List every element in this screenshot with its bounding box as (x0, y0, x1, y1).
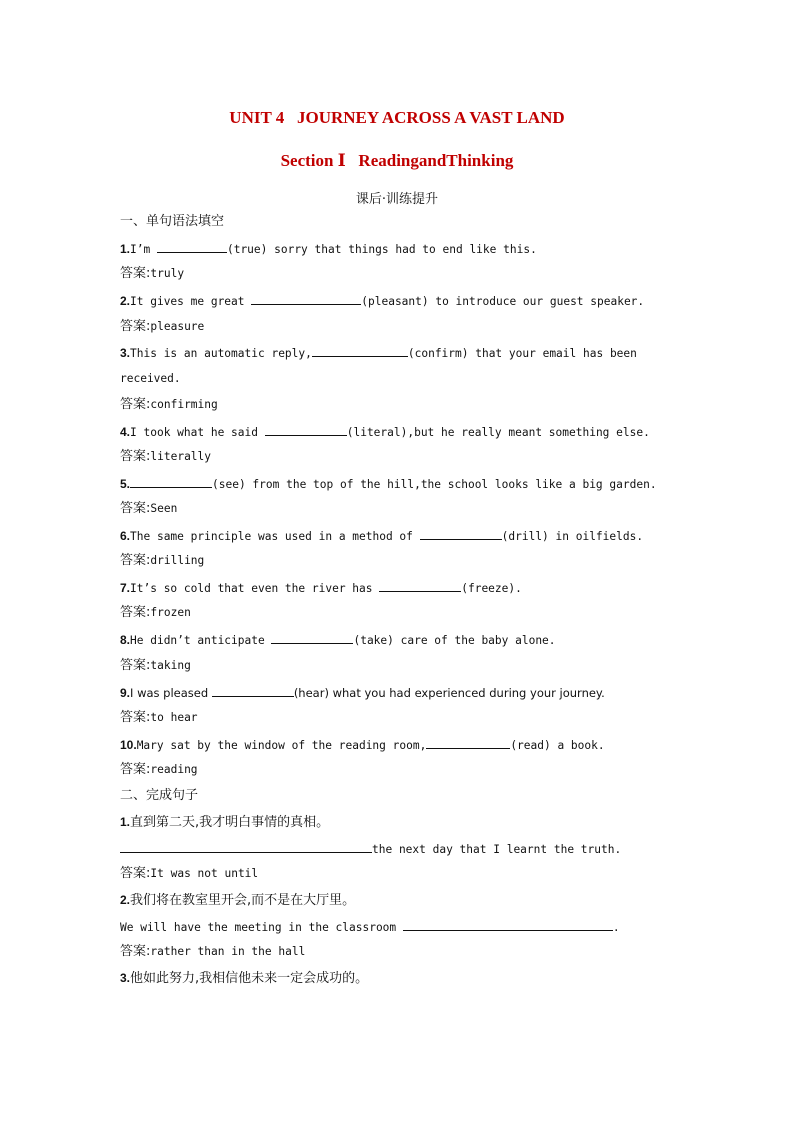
answer-text: reading (150, 763, 198, 776)
answer-text: to hear (150, 711, 198, 724)
answer-10 (120, 762, 660, 778)
answer-label: 答案: (120, 449, 151, 464)
question-5 (120, 476, 660, 493)
english-text-end: . (612, 921, 620, 934)
answer-blank (251, 293, 361, 305)
question-number: 8. (120, 633, 131, 647)
answer-label: 答案: (120, 658, 151, 673)
answer-label: 答案: (120, 762, 151, 777)
answer-blank (312, 345, 408, 357)
answer-blank (403, 919, 613, 931)
answer-blank (212, 685, 294, 697)
sentence-2-english (120, 919, 660, 936)
answer-text: confirming (150, 398, 218, 411)
question-text: I was pleased (130, 686, 212, 700)
question-text: It gives me great (130, 295, 252, 308)
answer-text: literally (150, 450, 212, 463)
answer-text: pleasure (150, 320, 205, 333)
question-text: I took what he said (130, 426, 265, 439)
answer-label: 答案: (120, 397, 151, 412)
question-text: Mary sat by the window of the reading room, (136, 739, 427, 752)
chinese-prompt: 他如此努力,我相信他未来一定会成功的。 (130, 971, 369, 986)
answer-blank (157, 241, 227, 253)
answer-blank (120, 841, 372, 853)
answer-text: drilling (150, 554, 205, 567)
answer-text: It was not until (150, 867, 259, 880)
question-text: This is an automatic reply, (130, 347, 312, 360)
answer-label: 答案: (120, 501, 151, 516)
question-number: 7. (120, 581, 131, 595)
answer-text: rather than in the hall (150, 945, 306, 958)
question-hint: (freeze). (461, 582, 522, 595)
question-hint: (hear) what you had experienced during your journey. (293, 686, 605, 700)
answer-blank (379, 580, 461, 592)
sentence-1-chinese (120, 814, 660, 831)
question-3 (120, 345, 660, 362)
answer-label: 答案: (120, 319, 151, 334)
answer-label: 答案: (120, 710, 151, 725)
question-number: 4. (120, 425, 131, 439)
question-hint: (confirm) that your email has been (407, 347, 637, 360)
chinese-prompt: 我们将在教室里开会,而不是在大厅里。 (130, 893, 356, 908)
part1-heading: 一、单句语法填空 (120, 214, 225, 229)
answer-2 (120, 319, 660, 335)
question-9 (120, 685, 660, 702)
answer-label: 答案: (120, 944, 151, 959)
chinese-prompt: 直到第二天,我才明白事情的真相。 (130, 815, 330, 830)
question-hint: (read) a book. (510, 739, 605, 752)
answer-label: 答案: (120, 605, 151, 620)
question-text: It’s so cold that even the river has (130, 582, 380, 595)
answer-9 (120, 710, 660, 726)
answer-4 (120, 449, 660, 465)
question-6 (120, 528, 660, 545)
unit-title: UNIT 4 JOURNEY ACROSS A VAST LAND (229, 108, 565, 127)
answer-blank (426, 737, 510, 749)
answer-5 (120, 501, 660, 517)
answer-blank (420, 528, 502, 540)
part2-heading: 二、完成句子 (120, 788, 199, 803)
sentence-1-english (120, 841, 660, 858)
sentence-1-answer (120, 866, 660, 882)
answer-blank (265, 424, 347, 436)
answer-label: 答案: (120, 266, 151, 281)
answer-3 (120, 397, 660, 413)
exercise-subtitle: 课后·训练提升 (355, 192, 439, 207)
question-text: He didn’t anticipate (130, 634, 272, 647)
question-number: 6. (120, 529, 131, 543)
answer-text: frozen (150, 606, 191, 619)
answer-label: 答案: (120, 553, 151, 568)
question-number: 3. (120, 346, 131, 360)
question-number: 5. (120, 477, 131, 491)
answer-blank (130, 476, 212, 488)
answer-text: Seen (150, 502, 178, 515)
question-number: 10. (120, 738, 137, 752)
sentence-2-answer (120, 944, 660, 960)
question-text: The same principle was used in a method of (130, 530, 420, 543)
answer-label: 答案: (120, 866, 151, 881)
question-10 (120, 737, 660, 754)
answer-text: truly (150, 267, 185, 280)
question-number: 3. (120, 971, 131, 985)
answer-7 (120, 605, 660, 621)
question-number: 9. (120, 686, 131, 700)
question-8 (120, 632, 660, 649)
question-2 (120, 293, 660, 310)
answer-blank (271, 632, 353, 644)
sentence-2-chinese (120, 892, 660, 909)
answer-1 (120, 266, 660, 282)
question-number: 2. (120, 294, 131, 308)
question-number: 1. (120, 242, 131, 256)
question-text: I’m (130, 243, 157, 256)
question-number: 2. (120, 893, 131, 907)
question-hint: (literal),but he really meant something else. (346, 426, 650, 439)
question-hint: (true) sorry that things had to end like this. (226, 243, 537, 256)
question-hint: (take) care of the baby alone. (353, 634, 556, 647)
sentence-3-chinese (120, 970, 660, 987)
question-number: 1. (120, 815, 131, 829)
section-title: Section Ⅰ ReadingandThinking (280, 151, 514, 170)
question-hint: (drill) in oilfields. (501, 530, 644, 543)
question-3-continuation: received. (120, 372, 181, 385)
answer-text: taking (150, 659, 191, 672)
question-hint: (pleasant) to introduce our guest speaker. (361, 295, 645, 308)
question-1 (120, 241, 660, 258)
answer-6 (120, 553, 660, 569)
question-7 (120, 580, 660, 597)
english-text: the next day that I learnt the truth. (372, 843, 622, 856)
answer-8 (120, 658, 660, 674)
question-hint: (see) from the top of the hill,the school looks like a big garden. (212, 478, 657, 491)
english-text: We will have the meeting in the classroom (120, 921, 403, 934)
question-4 (120, 424, 660, 441)
